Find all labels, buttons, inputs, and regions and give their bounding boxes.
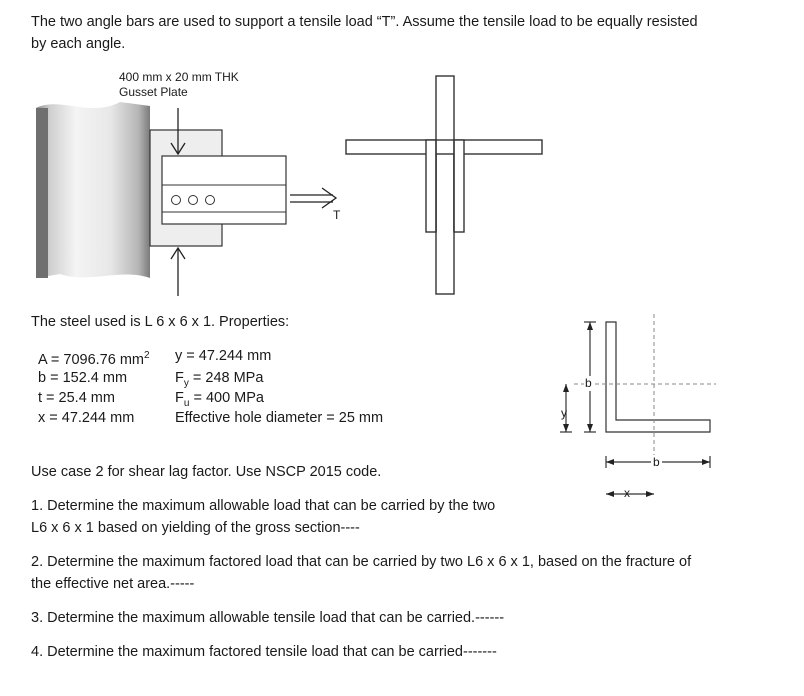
load-label: T [333, 208, 341, 222]
question-3: 3. Determine the maximum allowable tensile load that can be carried.------ [31, 610, 505, 626]
prop-hole-diameter: Effective hole diameter = 25 mm [175, 410, 384, 426]
gusset-label-line-1: 400 mm x 20 mm THK [119, 70, 239, 84]
question-1-line-1: 1. Determine the maximum allowable load that can be carried by the two [31, 498, 496, 514]
prop-area: A = 7096.76 $mm^2$ [38, 350, 150, 368]
dim-b-vertical: b [585, 376, 592, 390]
prop-b: b = 152.4 mm [38, 370, 128, 386]
gusset-label-line-2: Gusset Plate [119, 85, 188, 99]
question-2-line-2: the effective net area.----- [31, 576, 195, 592]
shear-lag-note: Use case 2 for shear lag factor. Use NSCP 2015 code. [31, 464, 382, 480]
dim-b-horizontal: b [653, 455, 660, 469]
intro-line-2: by each angle. [31, 36, 126, 52]
intro-line-1: The two angle bars are used to support a tensile load “T”. Assume the tensile load to be equally resisted [31, 14, 698, 30]
column-member [36, 102, 150, 278]
prop-fy: $F_y = 248$ MPa [175, 370, 264, 389]
dim-y: y [561, 406, 567, 420]
steel-heading: The steel used is L 6 x 6 x 1. Properties: [31, 314, 290, 330]
angle-dimension-sketch [560, 314, 716, 494]
dim-x: x [624, 486, 630, 500]
question-1-line-2: L6 x 6 x 1 based on yielding of the gross section---- [31, 520, 360, 536]
question-4: 4. Determine the maximum factored tensile load that can be carried------- [31, 644, 497, 660]
prop-t: t = 25.4 mm [38, 390, 115, 406]
tension-arrow [290, 188, 336, 208]
prop-x: x = 47.244 mm [38, 410, 135, 426]
angle-cross-section [346, 76, 542, 294]
angle-bar [162, 156, 286, 224]
prop-fu: $F_u = 400$ MPa [175, 390, 264, 409]
question-2-line-1: 2. Determine the maximum factored load that can be carried by two L6 x 6 x 1, based on the fracture of [31, 554, 692, 570]
bolt-holes [172, 196, 215, 205]
prop-y: y = 47.244 mm [175, 348, 272, 364]
